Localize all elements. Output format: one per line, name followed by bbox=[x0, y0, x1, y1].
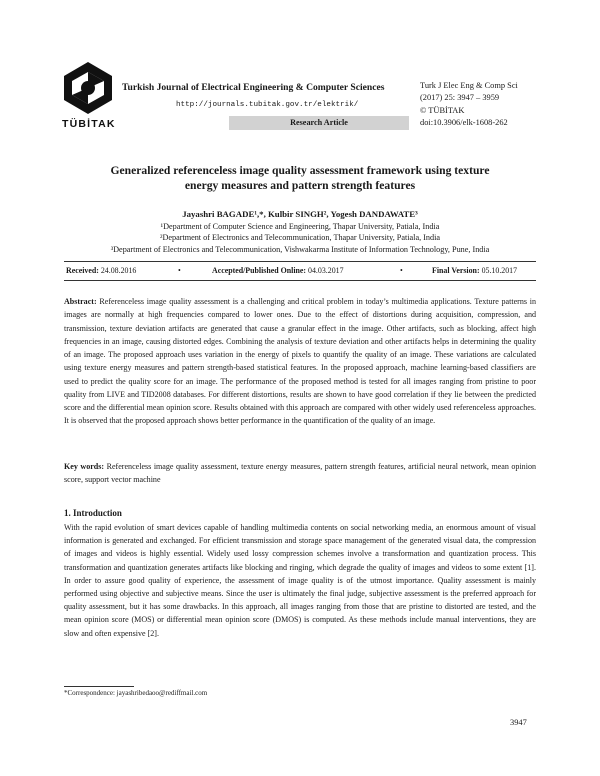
received-value: 24.08.2016 bbox=[100, 266, 137, 275]
logo-wordmark: TÜBİTAK bbox=[62, 118, 116, 130]
accepted-value: 04.03.2017 bbox=[308, 266, 344, 275]
copyright: © TÜBİTAK bbox=[420, 105, 465, 115]
keywords-text: Referenceless image quality assessment, texture energy measures, pattern strength features, artificial neural network, mean opinion score, support vector machine bbox=[64, 462, 536, 485]
abstract-label: Abstract: bbox=[64, 297, 97, 306]
divider-bottom bbox=[64, 280, 536, 281]
title-line-2: energy measures and pattern strength features bbox=[184, 179, 416, 192]
title-line-1: Generalized referenceless image quality assessment framework using texture bbox=[110, 164, 490, 177]
keywords-label: Key words: bbox=[64, 462, 105, 471]
affiliation-1: ¹Department of Computer Science and Engineering, Thapar University, Patiala, India bbox=[160, 222, 440, 231]
page-number: 3947 bbox=[510, 718, 527, 727]
divider-top bbox=[64, 261, 536, 262]
author-list: Jayashri BAGADE¹,*, Kulbir SINGH², Yogesh DANDAWATE³ bbox=[182, 209, 418, 219]
abstract-text: Referenceless image quality assessment is a challenging and critical problem in today’s multimedia applications. Texture patterns in images are normally at high frequencies compared to lower ones. Due to the effect of distortions during acquisition, compression, and transmission, texture deviation artifacts are generated that cause a granular effect in the image. Other artifacts, such as blocking, affect high frequencies in an image, causing distorted edges. Combining the analysis of texture deviation and other artifacts helps in determining the quality of an image. The proposed approach uses variation in the energy of pixels to quantify the quality of an image. These variations are calculated using texture energy measures and pattern strength-based statistical features. In the proposed approach, machine learning-based classifiers are used to predict the quality score for an image. The performance of the proposed method is tested for all images ranging from pristine to poor quality from LIVE and TID2008 databases. For different distortions, results are shown to have good correlation if they lie between the predicted score and the differential mean opinion score. Results obtained with this approach are compared with other widely used referenceless approaches. It is observed that the proposed approach shows better performance in the quantification of the quality of an image. bbox=[64, 297, 537, 426]
footnote-rule bbox=[64, 686, 134, 687]
volume-pages: (2017) 25: 3947 – 3959 bbox=[420, 93, 500, 103]
bullet-2: • bbox=[400, 266, 403, 275]
abstract bbox=[64, 295, 536, 428]
journal-url[interactable]: http://journals.tubitak.gov.tr/elektrik/ bbox=[176, 101, 359, 109]
bullet-1: • bbox=[178, 266, 181, 275]
introduction-text: With the rapid evolution of smart devices capable of handling multimedia contents on social networking media, an enormous amount of visual information is generated and exchanged. For efficient transmission and storage space management of the generated visual data, the compression of images and videos is highly essential. Widely used lossy compression schemes involve a transformation and quantization process. This transformation and quantization generates artifacts like blocking and ringing, which degrade the quality of images and videos to some extent [1]. In order to assure good quality of experience, the assessment of image quality is of the utmost importance. Quality assessment is mainly performed using objective and subjective means. Since the user is ultimately the final judge, subjective assessment is the preferred approach for quality assessment, but it has some drawbacks. In this approach, all images ranging from those that are pristine to distorted are tested, and the mean opinion score (MOS) or differential mean opinion score (DMOS) is computed. As these methods include manual interventions, they are slow and often expensive [2]. bbox=[64, 523, 536, 638]
received-label: Received: bbox=[66, 266, 99, 275]
accepted-date bbox=[212, 266, 344, 275]
article-type-badge: Research Article bbox=[229, 116, 409, 130]
affiliations bbox=[52, 221, 548, 255]
journal-title: Turkish Journal of Electrical Engineering & Computer Sciences bbox=[122, 82, 385, 93]
paper-title bbox=[60, 163, 540, 193]
doi[interactable]: doi:10.3906/elk-1608-262 bbox=[420, 117, 508, 127]
correspondence-footnote: *Correspondence: jayashribedaoo@rediffmail.com bbox=[64, 689, 208, 697]
affiliation-2: ²Department of Electronics and Telecommunication, Thapar University, Patiala, India bbox=[159, 233, 440, 243]
final-value: 05.10.2017 bbox=[481, 266, 518, 275]
section-heading-introduction: 1. Introduction bbox=[64, 508, 122, 518]
journal-meta bbox=[420, 80, 518, 129]
journal-abbrev: Turk J Elec Eng & Comp Sci bbox=[420, 81, 518, 90]
received-date bbox=[66, 266, 136, 275]
final-label: Final Version: bbox=[432, 266, 480, 275]
tubitak-emblem-icon bbox=[62, 60, 114, 116]
affiliation-3: ³Department of Electronics and Telecommunication, Vishwakarma Institute of Information Technology, Pune, India bbox=[110, 244, 490, 254]
accepted-label: Accepted/Published Online: bbox=[212, 266, 307, 275]
keywords bbox=[64, 460, 536, 487]
tubitak-logo bbox=[62, 60, 114, 132]
final-date bbox=[432, 266, 517, 275]
